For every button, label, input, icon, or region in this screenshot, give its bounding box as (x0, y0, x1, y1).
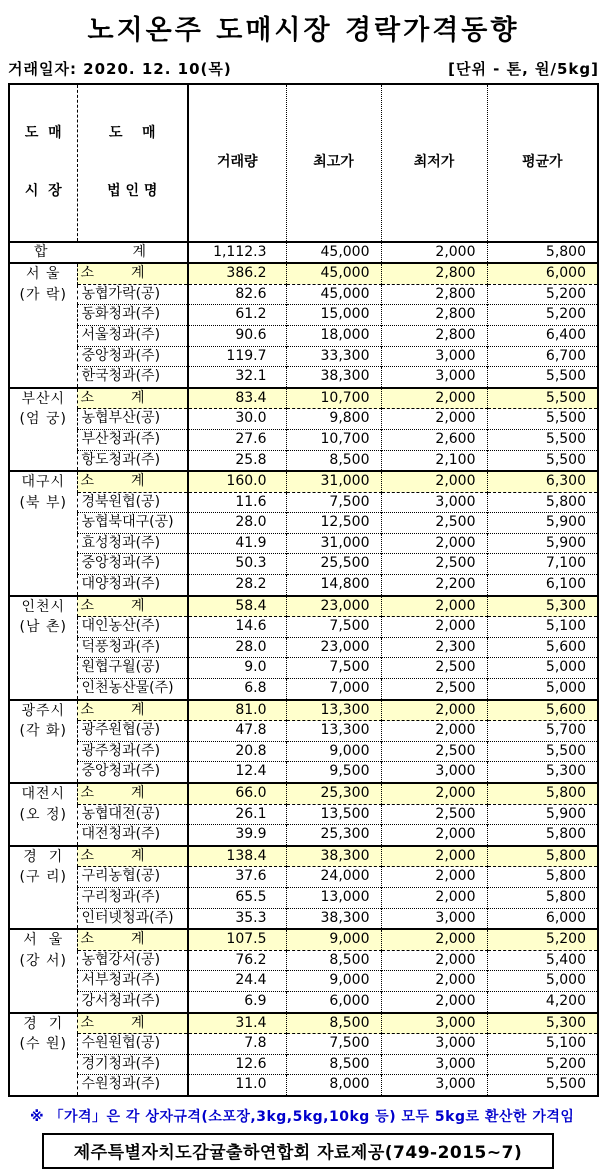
high-price-cell: 7,500 (286, 617, 381, 638)
low-price-cell: 2,000 (381, 617, 487, 638)
corp-name-cell: 강서청과(주) (77, 991, 188, 1012)
corp-name-cell: 농협북대구(공) (77, 513, 188, 534)
low-price-cell: 3,000 (381, 1075, 487, 1096)
low-price-cell: 2,600 (381, 429, 487, 450)
corp-name-cell: 수원청과(주) (77, 1075, 188, 1096)
justified-label: 소 계 (80, 931, 145, 948)
subtotal-label-cell (77, 783, 188, 804)
high-price-cell: 10,700 (286, 429, 381, 450)
justified-label: 소 계 (80, 785, 145, 801)
quantity-cell: 61.2 (188, 305, 286, 326)
corp-name-cell: 효성청과(주) (77, 533, 188, 554)
quantity-cell: 37.6 (188, 867, 286, 888)
corp-name-cell: 농협부산(공) (77, 409, 188, 430)
header-corp-name: 도 매 법 인 명 (77, 84, 188, 242)
low-price-cell: 2,800 (381, 305, 487, 326)
quantity-cell: 6.8 (188, 679, 286, 700)
quantity-cell: 6.9 (188, 991, 286, 1012)
low-price-cell: 2,000 (381, 700, 487, 721)
high-price-cell: 14,800 (286, 575, 381, 596)
low-price-cell: 2,000 (381, 971, 487, 992)
quantity-cell: 1,112.3 (188, 242, 286, 264)
high-price-cell: 13,300 (286, 700, 381, 721)
corp-name-cell: 덕풍청과(주) (77, 637, 188, 658)
corp-row (9, 305, 598, 326)
avg-price-cell: 5,000 (487, 658, 598, 679)
low-price-cell: 3,000 (381, 1013, 487, 1034)
quantity-cell: 39.9 (188, 825, 286, 846)
high-price-cell: 8,500 (286, 1013, 381, 1034)
avg-price-cell: 5,900 (487, 533, 598, 554)
high-price-cell: 38,300 (286, 367, 381, 388)
market-cell (9, 1013, 77, 1096)
justified-label: 소 계 (80, 265, 145, 282)
quantity-cell: 31.4 (188, 1013, 286, 1034)
high-price-cell: 18,000 (286, 325, 381, 346)
corp-row (9, 741, 598, 762)
justified-label: 소 계 (80, 597, 145, 614)
low-price-cell: 3,000 (381, 367, 487, 388)
corp-row (9, 429, 598, 450)
market-location: (각 화) (19, 723, 67, 740)
high-price-cell: 25,300 (286, 825, 381, 846)
corp-name-cell: 대인농산(주) (77, 617, 188, 638)
quantity-cell: 12.4 (188, 762, 286, 783)
corp-name-cell: 원협구월(공) (77, 658, 188, 679)
corp-name-cell: 중앙청과(주) (77, 554, 188, 575)
low-price-cell: 3,000 (381, 762, 487, 783)
market-cell (9, 846, 77, 929)
low-price-cell: 2,500 (381, 513, 487, 534)
market-name: 광주시 (21, 702, 66, 719)
subtotal-label-cell (77, 388, 188, 409)
corp-row (9, 1075, 598, 1096)
avg-price-cell: 5,300 (487, 596, 598, 617)
corp-row (9, 575, 598, 596)
subtotal-label-cell (77, 700, 188, 721)
high-price-cell: 8,000 (286, 1075, 381, 1096)
high-price-cell: 9,000 (286, 741, 381, 762)
market-location: (가 락) (19, 286, 67, 303)
justified-label: 소 계 (80, 1014, 145, 1031)
low-price-cell: 2,300 (381, 637, 487, 658)
high-price-cell: 24,000 (286, 867, 381, 888)
quantity-cell: 24.4 (188, 971, 286, 992)
quantity-cell: 386.2 (188, 263, 286, 284)
corp-name-cell: 구리농협(공) (77, 867, 188, 888)
high-price-cell: 45,000 (286, 263, 381, 284)
quantity-cell: 25.8 (188, 450, 286, 471)
corp-name-cell: 대전청과(주) (77, 825, 188, 846)
justified-label: 소 계 (80, 389, 145, 406)
high-price-cell: 38,300 (286, 846, 381, 867)
corp-row (9, 554, 598, 575)
subtotal-row (9, 388, 598, 409)
market-cell (9, 596, 77, 700)
market-name: 대구시 (21, 474, 66, 491)
corp-name-cell: 수원원협(공) (77, 1034, 188, 1055)
avg-price-cell: 5,200 (487, 284, 598, 305)
quantity-cell: 28.0 (188, 637, 286, 658)
corp-row (9, 513, 598, 534)
market-name: 서 울 (23, 932, 64, 949)
high-price-cell: 7,500 (286, 1034, 381, 1055)
low-price-cell: 2,000 (381, 950, 487, 971)
subtotal-label-cell (77, 846, 188, 867)
quantity-cell: 65.5 (188, 887, 286, 908)
low-price-cell: 2,000 (381, 867, 487, 888)
quantity-cell: 119.7 (188, 346, 286, 367)
quantity-cell: 32.1 (188, 367, 286, 388)
justified-label: 소 계 (80, 473, 145, 490)
corp-row (9, 867, 598, 888)
high-price-cell: 9,000 (286, 929, 381, 950)
market-location: (구 리) (19, 869, 67, 886)
market-name: 부산시 (21, 390, 66, 407)
low-price-cell: 2,800 (381, 284, 487, 305)
quantity-cell: 9.0 (188, 658, 286, 679)
corp-row (9, 658, 598, 679)
trade-date-label: 거래일자: 2020. 12. 10(목) (8, 60, 232, 78)
low-price-cell: 2,500 (381, 658, 487, 679)
quantity-cell: 76.2 (188, 950, 286, 971)
corp-row (9, 346, 598, 367)
market-location: (남 촌) (19, 619, 67, 636)
header-avg-price: 평균가 (487, 84, 598, 242)
corp-name-cell: 부산청과(주) (77, 429, 188, 450)
avg-price-cell: 4,200 (487, 991, 598, 1012)
low-price-cell: 2,000 (381, 846, 487, 867)
avg-price-cell: 5,500 (487, 1075, 598, 1096)
quantity-cell: 26.1 (188, 804, 286, 825)
market-cell (9, 700, 77, 783)
high-price-cell: 45,000 (286, 284, 381, 305)
corp-row (9, 637, 598, 658)
corp-name-cell: 구리청과(주) (77, 887, 188, 908)
subtotal-row (9, 929, 598, 950)
low-price-cell: 2,000 (381, 929, 487, 950)
corp-name-cell: 광주청과(주) (77, 741, 188, 762)
avg-price-cell: 5,200 (487, 929, 598, 950)
avg-price-cell: 5,500 (487, 367, 598, 388)
market-location: (북 부) (19, 494, 67, 511)
high-price-cell: 7,500 (286, 658, 381, 679)
avg-price-cell: 6,700 (487, 346, 598, 367)
corp-row (9, 762, 598, 783)
corp-name-cell: 농협강서(공) (77, 950, 188, 971)
high-price-cell: 13,300 (286, 721, 381, 742)
provider-text: 제주특별자치도감귤출하연합회 자료제공(749-2015~7) (73, 1142, 523, 1163)
corp-name-cell: 중앙청과(주) (77, 762, 188, 783)
subtotal-row (9, 846, 598, 867)
avg-price-cell: 6,000 (487, 263, 598, 284)
avg-price-cell: 5,800 (487, 242, 598, 264)
corp-row (9, 887, 598, 908)
low-price-cell: 2,000 (381, 783, 487, 804)
grand-total-label-cell (9, 242, 188, 264)
corp-row (9, 1034, 598, 1055)
corp-row (9, 450, 598, 471)
avg-price-cell: 5,800 (487, 783, 598, 804)
corp-row (9, 284, 598, 305)
market-location: (수 원) (19, 1036, 67, 1053)
quantity-cell: 28.2 (188, 575, 286, 596)
avg-price-cell: 5,500 (487, 450, 598, 471)
quantity-cell: 138.4 (188, 846, 286, 867)
corp-name-cell: 농협가락(공) (77, 284, 188, 305)
header-row (9, 84, 598, 242)
subtotal-label-cell (77, 263, 188, 284)
market-name: 대전시 (21, 786, 66, 802)
justified-label: 소 계 (80, 701, 145, 718)
price-footnote: ※ 「가격」은 각 상자규격(소포장,3kg,5kg,10kg 등) 모두 5kg로 환산한 가격임 (30, 1108, 575, 1125)
corp-row (9, 971, 598, 992)
quantity-cell: 107.5 (188, 929, 286, 950)
corp-row (9, 825, 598, 846)
quantity-cell: 12.6 (188, 1054, 286, 1075)
subtotal-label-cell (77, 929, 188, 950)
corp-name-cell: 항도청과(주) (77, 450, 188, 471)
avg-price-cell: 5,800 (487, 846, 598, 867)
subtotal-row (9, 471, 598, 492)
high-price-cell: 13,000 (286, 887, 381, 908)
avg-price-cell: 5,600 (487, 637, 598, 658)
avg-price-cell: 5,700 (487, 721, 598, 742)
corp-row (9, 409, 598, 430)
low-price-cell: 3,000 (381, 908, 487, 929)
corp-row (9, 1054, 598, 1075)
subtotal-label-cell (77, 1013, 188, 1034)
header-high-price: 최고가 (286, 84, 381, 242)
market-name: 경 기 (23, 848, 64, 865)
high-price-cell: 7,000 (286, 679, 381, 700)
justified-label: 소 계 (80, 847, 145, 864)
corp-row (9, 367, 598, 388)
avg-price-cell: 6,300 (487, 471, 598, 492)
market-location: (오 정) (19, 806, 67, 823)
meta-row (8, 58, 599, 79)
quantity-cell: 27.6 (188, 429, 286, 450)
corp-row (9, 908, 598, 929)
avg-price-cell: 5,800 (487, 887, 598, 908)
avg-price-cell: 5,800 (487, 492, 598, 513)
corp-name-cell: 동화청과(주) (77, 305, 188, 326)
quantity-cell: 58.4 (188, 596, 286, 617)
subtotal-row (9, 700, 598, 721)
high-price-cell: 9,500 (286, 762, 381, 783)
quantity-cell: 82.6 (188, 284, 286, 305)
avg-price-cell: 5,900 (487, 513, 598, 534)
high-price-cell: 13,500 (286, 804, 381, 825)
avg-price-cell: 5,500 (487, 388, 598, 409)
quantity-cell: 66.0 (188, 783, 286, 804)
high-price-cell: 10,700 (286, 388, 381, 409)
high-price-cell: 25,500 (286, 554, 381, 575)
avg-price-cell: 6,400 (487, 325, 598, 346)
avg-price-cell: 5,400 (487, 950, 598, 971)
low-price-cell: 3,000 (381, 346, 487, 367)
low-price-cell: 2,000 (381, 242, 487, 264)
avg-price-cell: 5,300 (487, 762, 598, 783)
corp-name-cell: 인터넷청과(주) (77, 908, 188, 929)
high-price-cell: 9,800 (286, 409, 381, 430)
market-name: 인천시 (21, 598, 66, 615)
corp-row (9, 533, 598, 554)
market-cell (9, 471, 77, 596)
quantity-cell: 160.0 (188, 471, 286, 492)
high-price-cell: 38,300 (286, 908, 381, 929)
avg-price-cell: 6,100 (487, 575, 598, 596)
page-title: 노지온주 도매시장 경락가격동향 (87, 15, 520, 46)
corp-row (9, 617, 598, 638)
corp-row (9, 804, 598, 825)
quantity-cell: 28.0 (188, 513, 286, 534)
low-price-cell: 2,200 (381, 575, 487, 596)
high-price-cell: 23,000 (286, 637, 381, 658)
price-table-body (9, 242, 598, 1096)
avg-price-cell: 5,900 (487, 804, 598, 825)
avg-price-cell: 5,100 (487, 1034, 598, 1055)
corp-name-cell: 한국청과(주) (77, 367, 188, 388)
subtotal-row (9, 783, 598, 804)
market-location: (엄 궁) (19, 411, 67, 428)
avg-price-cell: 5,200 (487, 1054, 598, 1075)
avg-price-cell: 5,500 (487, 429, 598, 450)
high-price-cell: 9,000 (286, 971, 381, 992)
corp-name-cell: 중앙청과(주) (77, 346, 188, 367)
market-name: 서 울 (26, 266, 61, 283)
subtotal-label-cell (77, 471, 188, 492)
market-cell (9, 388, 77, 471)
corp-row (9, 679, 598, 700)
subtotal-row (9, 1013, 598, 1034)
corp-name-cell: 인천농산물(주) (77, 679, 188, 700)
corp-name-cell: 경기청과(주) (77, 1054, 188, 1075)
corp-name-cell: 광주원협(공) (77, 721, 188, 742)
corp-row (9, 950, 598, 971)
avg-price-cell: 5,300 (487, 1013, 598, 1034)
corp-row (9, 721, 598, 742)
avg-price-cell: 5,000 (487, 679, 598, 700)
high-price-cell: 15,000 (286, 305, 381, 326)
high-price-cell: 33,300 (286, 346, 381, 367)
quantity-cell: 11.6 (188, 492, 286, 513)
avg-price-cell: 5,600 (487, 700, 598, 721)
low-price-cell: 2,500 (381, 741, 487, 762)
quantity-cell: 50.3 (188, 554, 286, 575)
quantity-cell: 81.0 (188, 700, 286, 721)
low-price-cell: 2,500 (381, 804, 487, 825)
low-price-cell: 2,000 (381, 991, 487, 1012)
grand-total-row (9, 242, 598, 264)
low-price-cell: 2,500 (381, 679, 487, 700)
subtotal-row (9, 263, 598, 284)
avg-price-cell: 5,000 (487, 971, 598, 992)
quantity-cell: 14.6 (188, 617, 286, 638)
high-price-cell: 23,000 (286, 596, 381, 617)
quantity-cell: 30.0 (188, 409, 286, 430)
corp-name-cell: 경북원협(공) (77, 492, 188, 513)
high-price-cell: 7,500 (286, 492, 381, 513)
low-price-cell: 3,000 (381, 1034, 487, 1055)
low-price-cell: 2,000 (381, 887, 487, 908)
price-table (8, 83, 599, 1097)
quantity-cell: 35.3 (188, 908, 286, 929)
corp-row (9, 325, 598, 346)
high-price-cell: 8,500 (286, 450, 381, 471)
subtotal-row (9, 596, 598, 617)
market-cell (9, 929, 77, 1012)
corp-row (9, 991, 598, 1012)
quantity-cell: 7.8 (188, 1034, 286, 1055)
high-price-cell: 31,000 (286, 533, 381, 554)
low-price-cell: 2,000 (381, 388, 487, 409)
provider-box (42, 1133, 554, 1169)
quantity-cell: 41.9 (188, 533, 286, 554)
high-price-cell: 8,500 (286, 950, 381, 971)
avg-price-cell: 6,000 (487, 908, 598, 929)
high-price-cell: 45,000 (286, 242, 381, 264)
high-price-cell: 6,000 (286, 991, 381, 1012)
unit-label: [단위 - 톤, 원/5kg] (448, 60, 599, 78)
high-price-cell: 31,000 (286, 471, 381, 492)
market-location: (강 서) (19, 952, 67, 969)
low-price-cell: 2,000 (381, 471, 487, 492)
corp-name-cell: 대양청과(주) (77, 575, 188, 596)
low-price-cell: 2,000 (381, 409, 487, 430)
corp-name-cell: 서울청과(주) (77, 325, 188, 346)
avg-price-cell: 5,500 (487, 741, 598, 762)
low-price-cell: 2,000 (381, 533, 487, 554)
market-cell (9, 783, 77, 846)
low-price-cell: 2,800 (381, 263, 487, 284)
low-price-cell: 2,100 (381, 450, 487, 471)
low-price-cell: 2,000 (381, 596, 487, 617)
header-market: 도 매 시 장 (9, 84, 77, 242)
high-price-cell: 8,500 (286, 1054, 381, 1075)
low-price-cell: 2,000 (381, 825, 487, 846)
quantity-cell: 20.8 (188, 741, 286, 762)
avg-price-cell: 7,100 (487, 554, 598, 575)
subtotal-label-cell (77, 596, 188, 617)
market-name: 경 기 (23, 1015, 64, 1032)
corp-name-cell: 서부청과(주) (77, 971, 188, 992)
avg-price-cell: 5,800 (487, 867, 598, 888)
quantity-cell: 47.8 (188, 721, 286, 742)
quantity-cell: 90.6 (188, 325, 286, 346)
low-price-cell: 2,000 (381, 721, 487, 742)
market-cell (9, 263, 77, 388)
low-price-cell: 3,000 (381, 1054, 487, 1075)
low-price-cell: 2,800 (381, 325, 487, 346)
quantity-cell: 83.4 (188, 388, 286, 409)
avg-price-cell: 5,100 (487, 617, 598, 638)
justified-label: 합 계 (34, 243, 146, 260)
header-low-price: 최저가 (381, 84, 487, 242)
low-price-cell: 2,500 (381, 554, 487, 575)
low-price-cell: 3,000 (381, 492, 487, 513)
avg-price-cell: 5,800 (487, 825, 598, 846)
header-quantity: 거래량 (188, 84, 286, 242)
corp-name-cell: 농협대전(공) (77, 804, 188, 825)
high-price-cell: 12,500 (286, 513, 381, 534)
high-price-cell: 25,300 (286, 783, 381, 804)
quantity-cell: 11.0 (188, 1075, 286, 1096)
corp-row (9, 492, 598, 513)
avg-price-cell: 5,500 (487, 409, 598, 430)
avg-price-cell: 5,200 (487, 305, 598, 326)
